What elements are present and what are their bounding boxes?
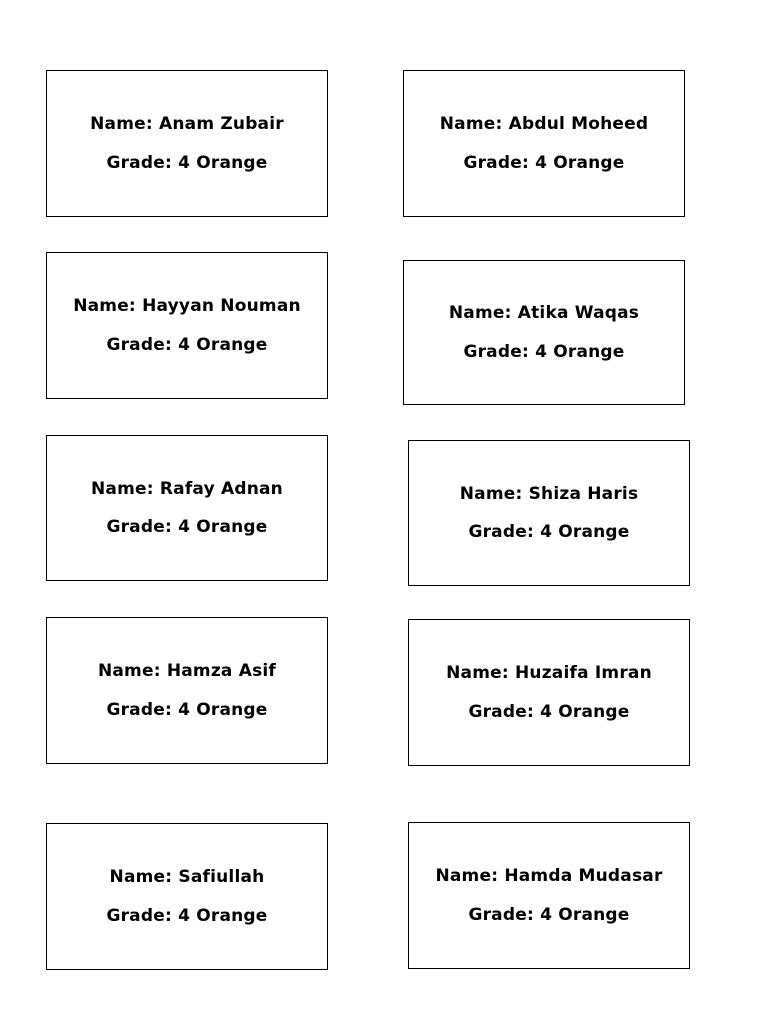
name-label-card: [408, 440, 690, 586]
student-grade: 4 Orange: [535, 341, 625, 362]
grade-prefix: Grade:: [468, 904, 534, 925]
name-label-card: [46, 70, 328, 217]
student-grade: 4 Orange: [178, 334, 268, 355]
name-label-card: [46, 435, 328, 581]
student-grade: 4 Orange: [540, 522, 630, 542]
name-prefix: Name:: [109, 867, 173, 888]
student-grade: 4 Orange: [178, 699, 268, 720]
grade-line: [463, 341, 624, 363]
student-grade: 4 Orange: [540, 904, 630, 925]
name-line: [90, 113, 284, 135]
grade-line: [106, 516, 267, 538]
student-name: Shiza Haris: [528, 483, 639, 504]
student-name: Hamda Mudasar: [504, 866, 663, 887]
name-label-card: [408, 619, 690, 766]
grade-line: [106, 334, 267, 356]
name-prefix: Name:: [435, 866, 499, 887]
name-prefix: Name:: [446, 663, 509, 684]
grade-line: [106, 699, 267, 721]
name-prefix: Name:: [97, 661, 161, 682]
student-name: Huzaifa Imran: [514, 663, 652, 684]
name-prefix: Name:: [448, 303, 512, 324]
name-label-card: [408, 822, 690, 969]
student-name: Safiullah: [178, 867, 265, 888]
name-line: [435, 865, 662, 887]
grade-line: [106, 905, 267, 927]
name-line: [73, 295, 301, 317]
student-name: Atika Waqas: [517, 303, 640, 324]
name-line: [91, 478, 283, 500]
name-prefix: Name:: [439, 114, 503, 135]
grade-line: [468, 701, 629, 723]
student-name: Abdul Moheed: [508, 114, 649, 135]
student-grade: 4 Orange: [178, 152, 268, 173]
grade-line: [463, 152, 624, 174]
name-line: [446, 662, 652, 684]
grade-prefix: Grade:: [468, 522, 534, 542]
name-label-card: [46, 617, 328, 764]
grade-line: [106, 152, 267, 174]
student-grade: 4 Orange: [535, 152, 625, 173]
grade-prefix: Grade:: [463, 152, 529, 173]
student-grade: 4 Orange: [540, 701, 630, 722]
grade-line: [468, 521, 629, 543]
grade-prefix: Grade:: [106, 517, 172, 537]
name-label-card: [403, 70, 685, 217]
grade-prefix: Grade:: [468, 701, 534, 722]
name-line: [110, 866, 265, 888]
grade-prefix: Grade:: [106, 334, 172, 355]
name-prefix: Name:: [459, 483, 523, 504]
name-label-card: [46, 252, 328, 399]
student-name: Rafay Adnan: [159, 478, 283, 499]
student-name: Anam Zubair: [159, 114, 284, 135]
name-prefix: Name:: [73, 296, 136, 317]
name-line: [449, 302, 639, 324]
student-name: Hayyan Nouman: [142, 296, 301, 317]
student-grade: 4 Orange: [178, 905, 268, 926]
student-name: Hamza Asif: [166, 661, 277, 682]
grade-prefix: Grade:: [106, 905, 172, 926]
grade-prefix: Grade:: [106, 152, 172, 173]
grade-prefix: Grade:: [463, 341, 529, 362]
name-prefix: Name:: [91, 478, 154, 499]
name-line: [98, 660, 276, 682]
name-label-card: [403, 260, 685, 405]
grade-prefix: Grade:: [106, 699, 172, 720]
name-line: [460, 483, 639, 505]
grade-line: [468, 904, 629, 926]
student-grade: 4 Orange: [178, 517, 268, 537]
name-prefix: Name:: [90, 114, 153, 135]
name-line: [440, 113, 649, 135]
name-label-card: [46, 823, 328, 970]
